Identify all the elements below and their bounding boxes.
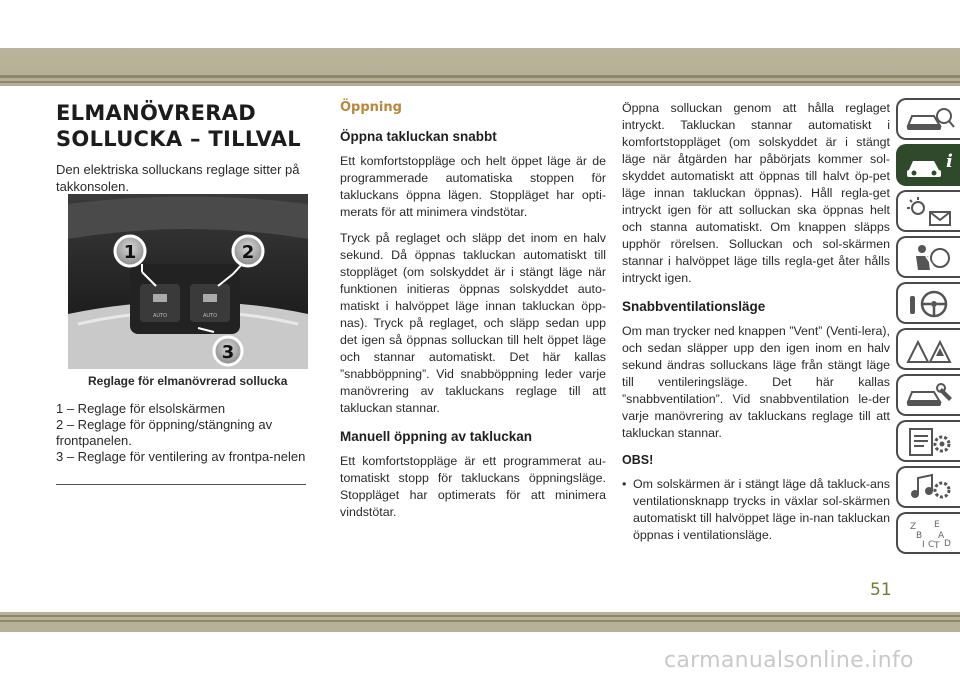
callout-1 — [115, 236, 145, 266]
chapter-tabs — [896, 98, 960, 558]
specifications-icon — [904, 426, 956, 458]
car-info-icon — [904, 150, 956, 182]
intro-text: Den elektriska solluckans reglage sitter på takkonsolen. — [56, 162, 300, 194]
tab-car-info[interactable] — [896, 144, 960, 186]
watermark: carmanualsonline.info — [664, 648, 914, 673]
title-line-1: ELMANÖVRERAD — [56, 101, 256, 125]
svg-text:AUTO: AUTO — [202, 313, 218, 319]
svg-text:Z: Z — [910, 522, 917, 532]
callout-2 — [233, 236, 263, 266]
paragraph: Ett komfortstoppläge och helt öppet läge är de programmerade automatiska stoppen för takluckans öppna lägen. Stoppläget har opti-merats för att minimera vindstötar. — [340, 154, 606, 219]
svg-text:A: A — [938, 531, 945, 541]
bullet-mark: • — [622, 477, 627, 491]
paragraph: Tryck på reglaget och släpp det inom en halv sekund. Då öppnas takluckan automatiskt till stoppläget (om solskyddet är i stängt läge när funktionen initieras öppnas solskyddet auto-matiskt i halvöppet läge innan takluckan öpp-nas). Tryck på reglaget, och släpp sedan upp det igen så öppnas solluckan till helt öppet läge och stannar automatiskt. Det här kallas ”snabböppning”. Vid snabböppning leder varje manövrering av takluckans reglage till att takluckan stannar. — [340, 231, 606, 415]
svg-text:E: E — [934, 520, 940, 530]
subheading: Snabbventilationsläge — [622, 299, 766, 314]
callout-3 — [214, 337, 242, 365]
note-label: OBS! — [622, 453, 654, 467]
car-service-icon — [904, 380, 956, 412]
svg-text:I: I — [922, 540, 925, 550]
band-stripe — [0, 620, 960, 622]
roadside-hazard-icon — [904, 334, 956, 366]
subheading: Manuell öppning av takluckan — [340, 429, 533, 444]
bottom-decorative-band — [0, 612, 960, 632]
band-stripe — [0, 615, 960, 617]
tab-warning-lights[interactable] — [896, 190, 960, 232]
divider — [56, 484, 306, 485]
paragraph: Ett komfortstoppläge är ett programmerat au-tomatiskt stopp för takluckans öppningsläge. Stoppläget har optimerats för att minimera vindstötar. — [340, 454, 606, 519]
paragraph: Om man trycker ned knappen ”Vent” (Venti-lera), och sedan släpper upp den igen inom en halv sekund ändras solluckans läge från stängt läge till ventileringsläge. Det här kallas ”snabbventilation”. Vid snabbventilation le-der varje manövrering av takluckans reglage till att takluckan stannar. — [622, 324, 890, 440]
subheading: Öppna takluckan snabbt — [340, 129, 497, 144]
tab-car-inspection[interactable] — [896, 98, 960, 140]
legend-item: 3 – Reglage för ventilering av frontpa-nelen — [56, 449, 306, 464]
page-title — [56, 100, 310, 152]
safety-airbag-icon — [904, 242, 956, 274]
column-left — [56, 100, 310, 195]
tab-starting-operating[interactable] — [896, 282, 960, 324]
bullet-item — [622, 476, 890, 544]
tab-emergency[interactable] — [896, 328, 960, 370]
svg-text:D: D — [944, 539, 951, 549]
figure-caption: Reglage för elmanövrerad sollucka — [88, 374, 288, 388]
column-right — [622, 100, 890, 544]
legend-item: 1 – Reglage för elsolskärmen — [56, 401, 226, 416]
tab-multimedia[interactable] — [896, 466, 960, 508]
paragraph: Öppna solluckan genom att hålla reglaget intryckt. Takluckan stannar automatiskt i komfortstoppläget (om solskyddet är i stängt läge när åtgärden har påbörjats kommer sol-skyddet automatiskt att öppnas till halvt öp-pet läge innan takluckan öppnas). Håll regla-get intryckt igen för att solluckan ska öppnas helt och stanna automatiskt. Om knappen släpps upphör rörelsen. Solluckan och sol-skärmen stannar i halvöppet läge tills regla-get åter hålls intryckt igen. — [622, 101, 890, 285]
warning-lights-message-icon — [904, 196, 956, 228]
column-middle — [340, 100, 606, 521]
bullet-text: Om solskärmen är i stängt läge då takluck-ans ventilationsknapp trycks in växlar sol-skärmen automatiskt till halvöppet läge in-nan takluckan öppnas i ventilationsläge. — [633, 477, 890, 542]
svg-text:3: 3 — [221, 342, 235, 363]
legend-item: 2 – Reglage för öppning/stängning av frontpanelen. — [56, 417, 273, 448]
svg-text:AUTO: AUTO — [152, 313, 168, 319]
language-index-icon — [904, 518, 956, 550]
band-stripe — [0, 81, 960, 83]
multimedia-icon — [904, 472, 956, 504]
top-decorative-band — [0, 48, 960, 86]
sunroof-controls-photo — [68, 194, 308, 369]
band-stripe — [0, 75, 960, 78]
car-inspection-icon — [904, 104, 956, 136]
figure-legend — [56, 401, 310, 465]
svg-text:2: 2 — [241, 242, 255, 263]
section-heading: Öppning — [340, 100, 402, 115]
svg-text:C: C — [928, 540, 935, 550]
tab-index[interactable] — [896, 512, 960, 554]
svg-text:i: i — [946, 151, 953, 172]
svg-text:1: 1 — [123, 242, 137, 263]
tab-safety[interactable] — [896, 236, 960, 278]
tab-specifications[interactable] — [896, 420, 960, 462]
tab-service[interactable] — [896, 374, 960, 416]
title-line-2: SOLLUCKA – TILLVAL — [56, 127, 301, 151]
steering-wheel-icon — [904, 288, 956, 320]
svg-text:T: T — [934, 541, 940, 550]
page-number: 51 — [870, 580, 892, 600]
svg-text:B: B — [916, 531, 923, 541]
